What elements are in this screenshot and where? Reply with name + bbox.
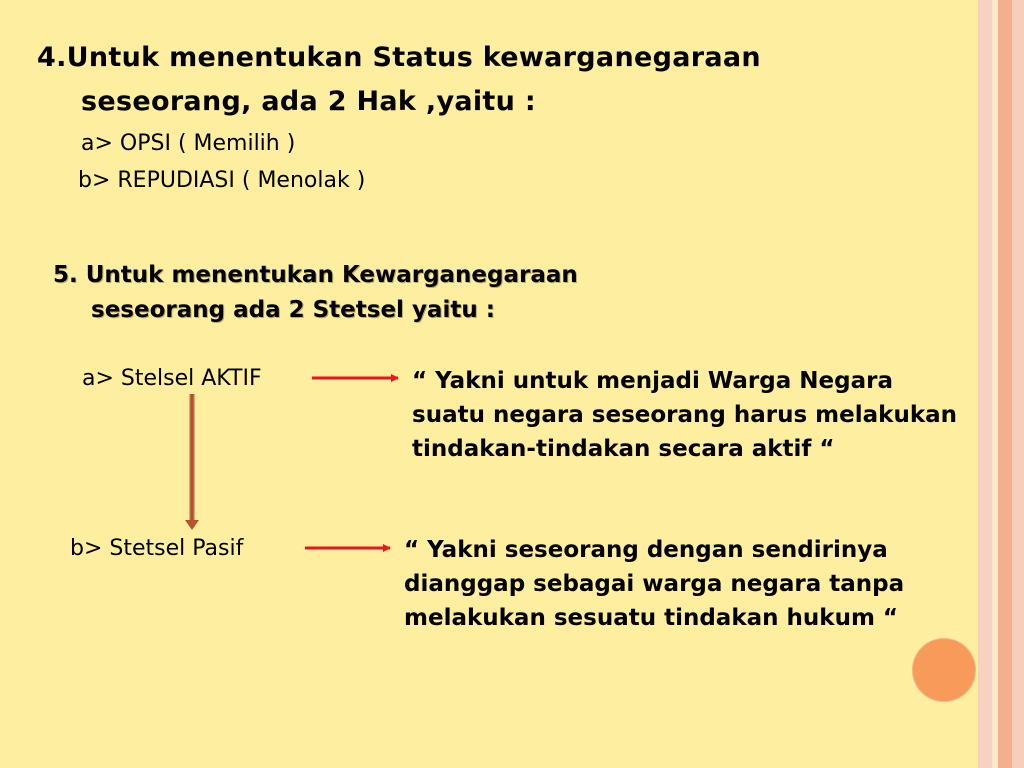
right-border-stripe-edge (1012, 0, 1024, 768)
right-border-stripe-pink (978, 0, 992, 768)
section4-item-repudiasi: b> REPUDIASI ( Menolak ) (78, 168, 366, 193)
stelsel-aktif-description: “ Yakni untuk menjadi Warga Negara suatu negara seseorang harus melakukan tindakan-tindakan secara aktif “ (412, 368, 958, 462)
section4-heading-line2: seseorang, ada 2 Hak ,yaitu : (81, 86, 536, 117)
section4-item-opsi: a> OPSI ( Memilih ) (81, 131, 296, 156)
section5-heading-line1: 5. Untuk menentukan Kewarganegaraan (53, 262, 578, 288)
stelsel-pasif-label: b> Stetsel Pasif (70, 536, 244, 561)
section5-heading-line2: seseorang ada 2 Stetsel yaitu : (91, 297, 495, 323)
stelsel-pasif-description: “ Yakni seseorang dengan sendirinya dianggap sebagai warga negara tanpa melakukan sesuatu tindakan hukum “ (404, 537, 905, 631)
stelsel-aktif-label: a> Stelsel AKTIF (82, 366, 262, 391)
arrow-down-icon (185, 394, 199, 530)
section4-heading-line1: 4.Untuk menentukan Status kewarganegaraan (37, 42, 761, 73)
right-border-stripe-orange (998, 0, 1012, 768)
decorative-circle (913, 639, 975, 701)
